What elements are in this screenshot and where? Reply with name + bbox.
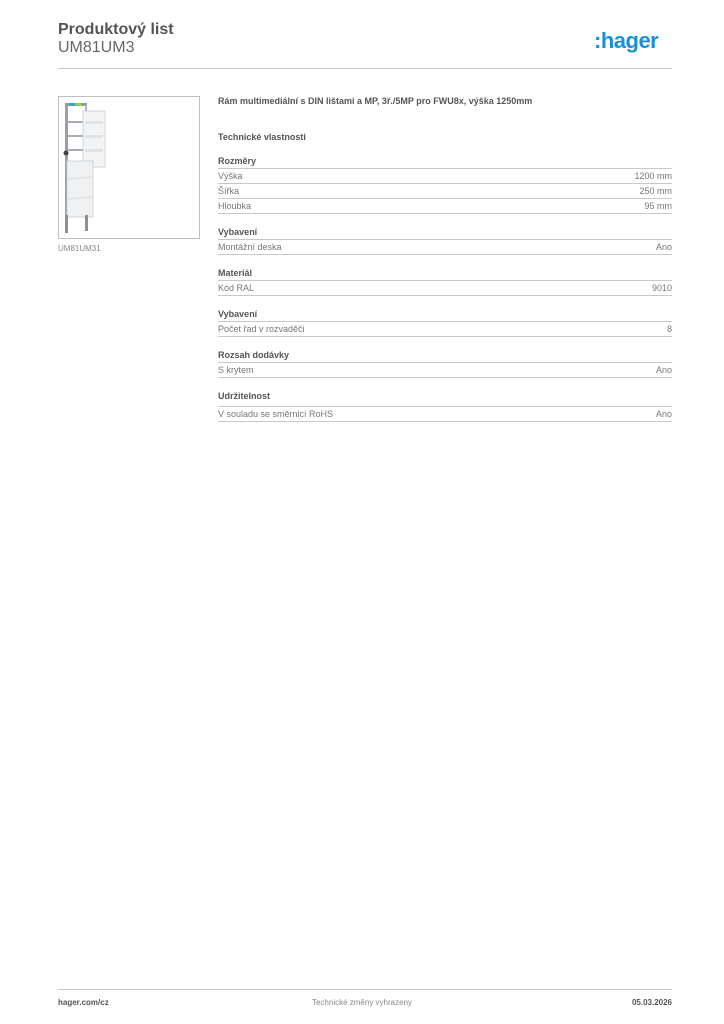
footer-date: 05.03.2026: [631, 998, 672, 1007]
row-label: S krytem: [218, 365, 254, 375]
product-code: UM81UM3: [58, 39, 135, 56]
section-title: Materiál: [218, 268, 672, 281]
row-label: Hloubka: [218, 201, 252, 211]
section-title: Vybavení: [218, 309, 672, 322]
image-caption: UM81UM31: [58, 244, 101, 253]
footer-disclaimer: Technické změny vyhrazeny: [311, 998, 413, 1007]
row-label: V souladu se směrnicí RoHS: [218, 409, 334, 419]
section-scope-of-delivery: [218, 350, 672, 378]
section-title: Vybavení: [218, 227, 672, 240]
row-value: 9010: [651, 283, 672, 293]
row-label: Kód RAL: [218, 283, 255, 293]
row-value: 95 mm: [644, 201, 672, 211]
row-value: Ano: [655, 409, 672, 419]
product-image: [58, 96, 200, 239]
row-value: 1200 mm: [634, 171, 672, 181]
product-details: [218, 95, 672, 422]
section-material: [218, 268, 672, 296]
table-row: [218, 169, 672, 184]
row-value: 250 mm: [639, 186, 672, 196]
page-title: Produktový list: [58, 21, 174, 38]
section-title: Udržitelnost: [218, 391, 672, 407]
table-row: [218, 199, 672, 214]
product-description: Rám multimediální s DIN lištami a MP, 3ř./5MP pro FWU8x, výška 1250mm: [218, 96, 533, 106]
table-row: [218, 363, 672, 378]
multimedia-frame-product-image-icon: [59, 97, 199, 238]
table-row: [218, 281, 672, 296]
technical-properties-heading: Technické vlastnosti: [218, 132, 306, 142]
row-label: Výška: [218, 171, 243, 181]
table-row: [218, 240, 672, 255]
row-label: Montážní deska: [218, 242, 282, 252]
footer-divider: [58, 989, 672, 990]
footer-website: hager.com/cz: [58, 998, 109, 1007]
hager-logo: :hager: [594, 28, 659, 53]
section-dimensions: [218, 156, 672, 214]
row-value: 8: [666, 324, 672, 334]
row-value: Ano: [655, 365, 672, 375]
section-title: Rozsah dodávky: [218, 350, 672, 363]
header-divider: [58, 68, 672, 69]
row-label: Šířka: [218, 186, 240, 196]
section-sustainability: [218, 391, 672, 422]
table-row: [218, 184, 672, 199]
table-row: [218, 322, 672, 337]
section-equipment-2: [218, 309, 672, 337]
section-equipment: [218, 227, 672, 255]
section-title: Rozměry: [218, 156, 672, 169]
row-label: Počet řad v rozvaděči: [218, 324, 305, 334]
table-row: [218, 407, 672, 422]
row-value: Ano: [655, 242, 672, 252]
